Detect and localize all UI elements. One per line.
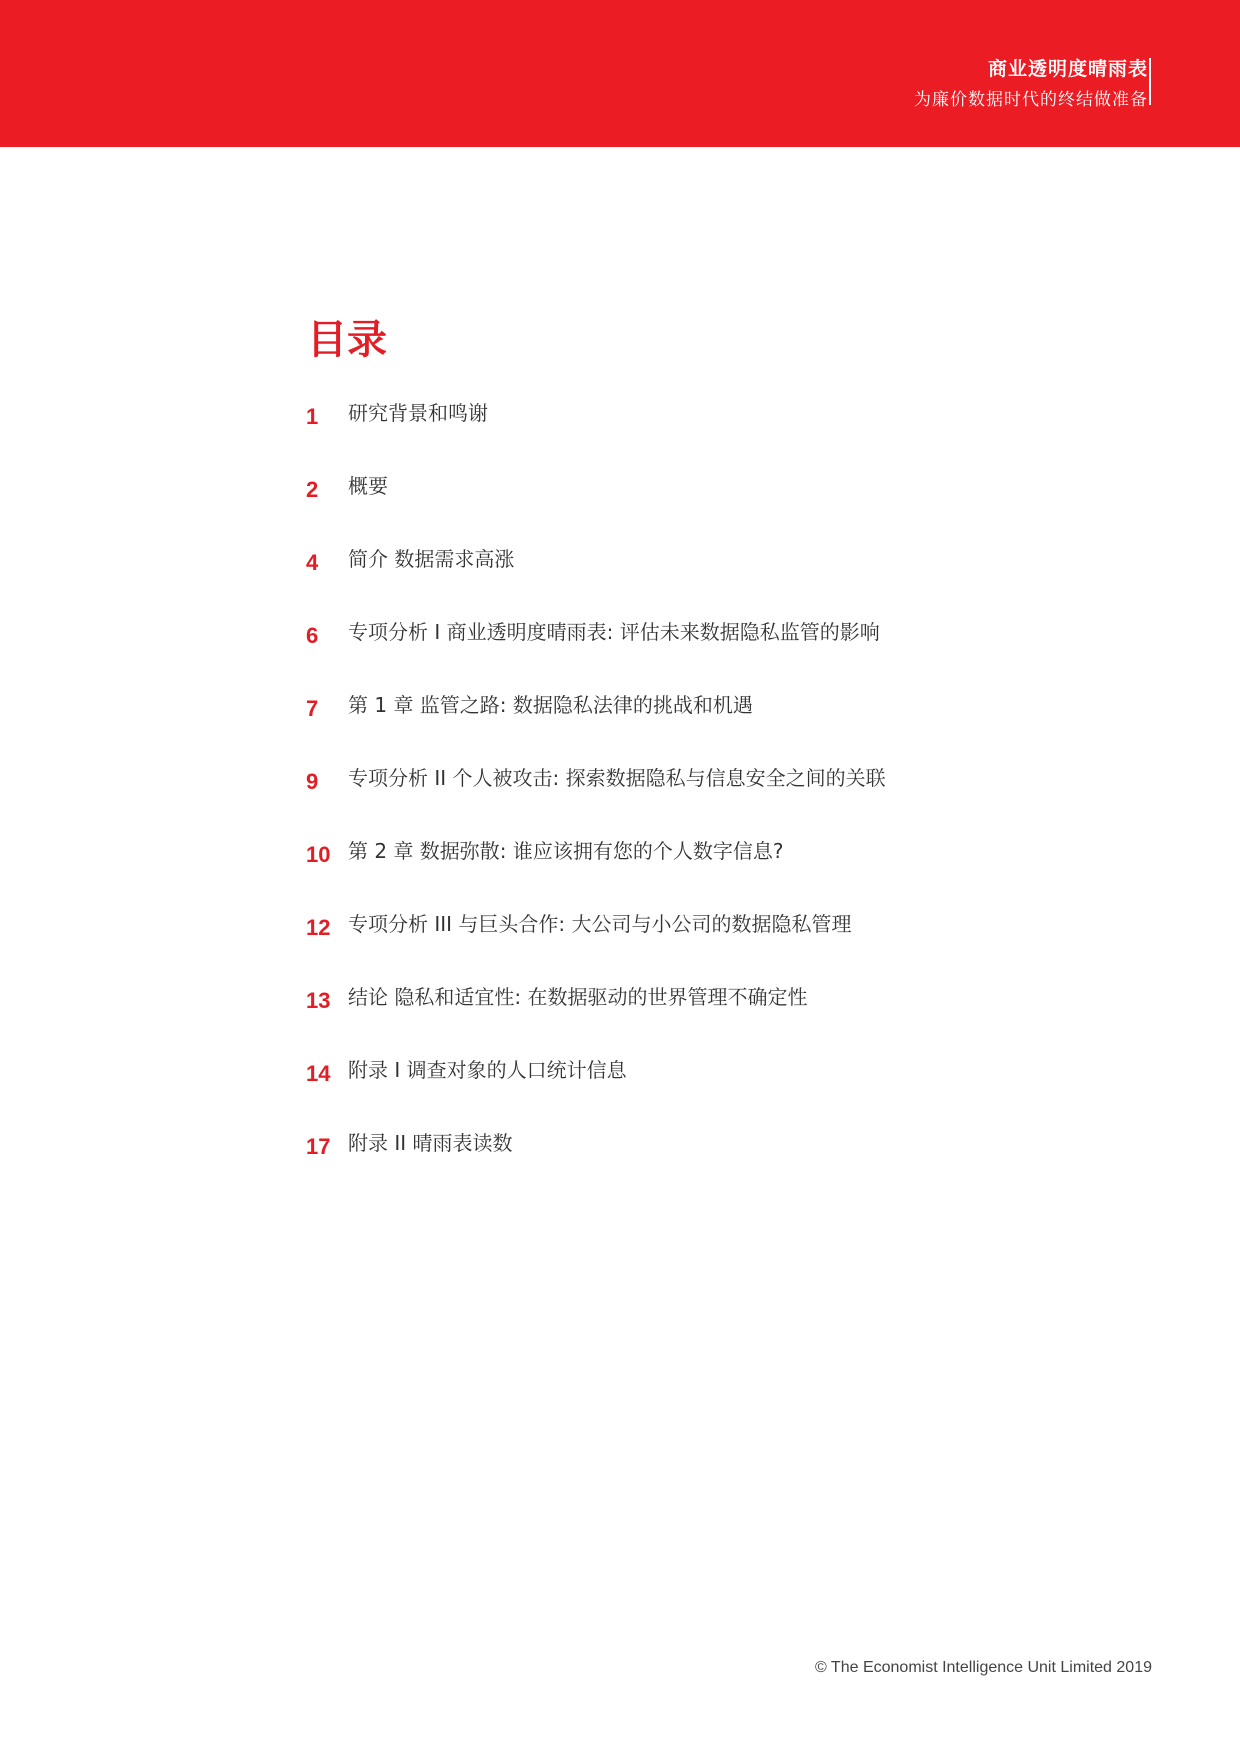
toc-entry-title: 专项分析 II 个人被攻击: 探索数据隐私与信息安全之间的关联 — [348, 766, 886, 790]
toc-entry-title: 专项分析 III 与巨头合作: 大公司与小公司的数据隐私管理 — [348, 912, 852, 936]
copyright-notice: © The Economist Intelligence Unit Limited 2019 — [814, 1659, 1152, 1676]
toc-page-number: 10 — [306, 842, 331, 867]
toc-page-number: 7 — [306, 696, 319, 721]
toc-entry[interactable] — [306, 690, 1066, 763]
toc-entry-title: 结论 隐私和适宜性: 在数据驱动的世界管理不确定性 — [348, 985, 808, 1009]
header-divider — [1149, 58, 1151, 105]
toc-page-number: 1 — [306, 404, 319, 429]
toc-entry-title: 附录 I 调查对象的人口统计信息 — [348, 1058, 627, 1082]
toc-entry-title: 第 1 章 监管之路: 数据隐私法律的挑战和机遇 — [348, 693, 753, 717]
toc-page-number: 14 — [306, 1061, 331, 1086]
toc-entry-title: 概要 — [348, 474, 388, 498]
toc-entry[interactable] — [306, 1055, 1066, 1128]
toc-entry[interactable] — [306, 836, 1066, 909]
toc-entry[interactable] — [306, 544, 1066, 617]
toc-entry-title: 研究背景和鸣谢 — [348, 401, 488, 425]
toc-page-number: 4 — [306, 550, 319, 575]
table-of-contents — [306, 398, 1066, 1201]
toc-page-number: 6 — [306, 623, 319, 648]
toc-entry[interactable] — [306, 1128, 1066, 1201]
report-title: 商业透明度晴雨表 — [987, 58, 1148, 80]
toc-page-number: 2 — [306, 477, 319, 502]
toc-entry[interactable] — [306, 909, 1066, 982]
toc-entry-title: 简介 数据需求高涨 — [348, 547, 515, 571]
toc-page-number: 9 — [306, 769, 319, 794]
report-subtitle: 为廉价数据时代的终结做准备 — [914, 90, 1148, 110]
toc-entry[interactable] — [306, 982, 1066, 1055]
toc-entry[interactable] — [306, 471, 1066, 544]
toc-page-number: 13 — [306, 988, 331, 1013]
toc-entry-title: 专项分析 I 商业透明度晴雨表: 评估未来数据隐私监管的影响 — [348, 620, 880, 644]
toc-entry[interactable] — [306, 763, 1066, 836]
toc-page-number: 17 — [306, 1134, 331, 1159]
toc-heading: 目录 — [307, 317, 387, 363]
toc-entry-title: 附录 II 晴雨表读数 — [348, 1131, 513, 1155]
toc-entry[interactable] — [306, 398, 1066, 471]
toc-entry-title: 第 2 章 数据弥散: 谁应该拥有您的个人数字信息? — [348, 839, 784, 863]
toc-page-number: 12 — [306, 915, 331, 940]
toc-entry[interactable] — [306, 617, 1066, 690]
report-header — [914, 56, 1148, 114]
